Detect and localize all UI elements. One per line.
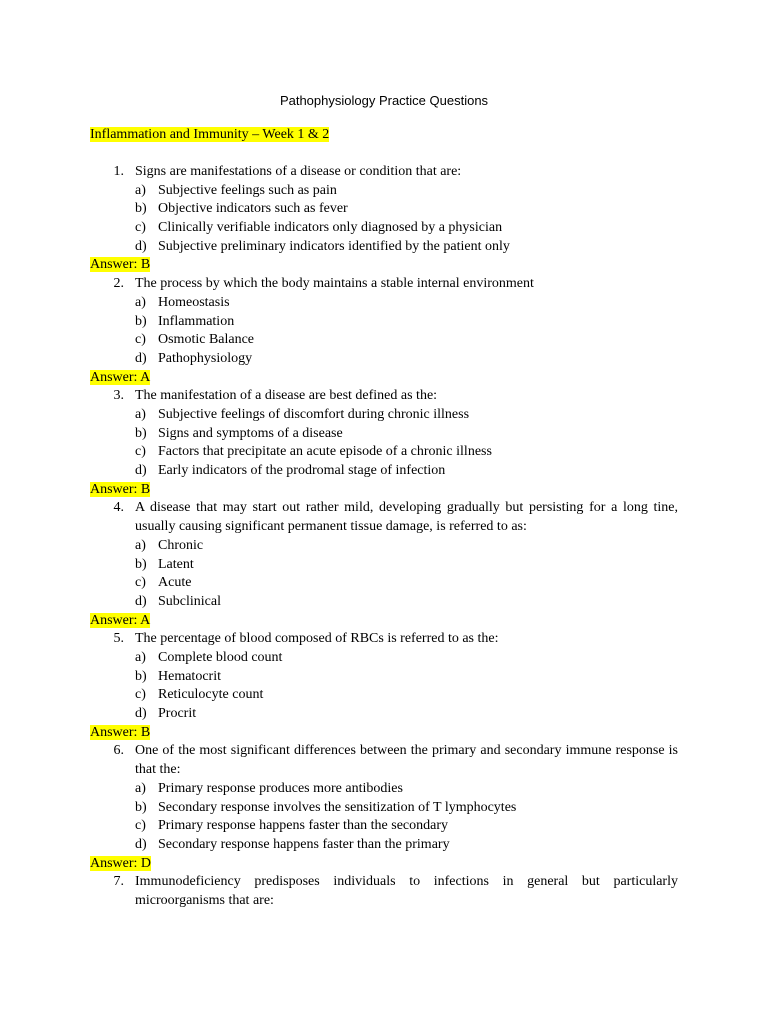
question-number: 4. xyxy=(113,500,124,516)
answer-option xyxy=(0,799,768,818)
question-item xyxy=(0,163,768,275)
answer-option xyxy=(0,574,768,593)
option-letter: a) xyxy=(135,406,146,422)
option-letter: c) xyxy=(135,220,146,236)
option-text: Secondary response involves the sensitization of T lymphocytes xyxy=(158,799,517,815)
answer-option xyxy=(0,817,768,836)
answer-key-text: Answer: B xyxy=(90,257,151,273)
answer-key-text: Answer: D xyxy=(90,855,152,871)
answer-key-text: Answer: A xyxy=(90,612,151,628)
answer-option xyxy=(0,425,768,444)
option-letter: d) xyxy=(135,238,147,254)
answer-option xyxy=(0,443,768,462)
option-text: Hematocrit xyxy=(158,668,221,684)
option-text: Procrit xyxy=(158,706,197,722)
answer-option xyxy=(0,462,768,481)
question-item xyxy=(0,387,768,499)
question-text: The process by which the body maintains a stable internal environment xyxy=(135,276,534,292)
option-text: Clinically verifiable indicators only diagnosed by a physician xyxy=(158,220,503,236)
option-letter: b) xyxy=(135,425,147,441)
option-text: Primary response produces more antibodies xyxy=(158,780,403,796)
option-text: Osmotic Balance xyxy=(158,332,255,348)
option-letter: c) xyxy=(135,332,146,348)
question-text: A disease that may start out rather mild, developing gradually but persisting for a long tine, usually causing significant permanent tissue damage, is referred to as: xyxy=(135,500,678,535)
answer-key xyxy=(90,855,768,874)
answer-key xyxy=(90,724,768,743)
option-text: Latent xyxy=(158,556,194,572)
option-text: Early indicators of the prodromal stage of infection xyxy=(158,463,446,479)
answer-option xyxy=(0,238,768,257)
answer-key-text: Answer: A xyxy=(90,369,151,385)
option-letter: a) xyxy=(135,182,146,198)
answer-option xyxy=(0,593,768,612)
answer-key-text: Answer: B xyxy=(90,724,151,740)
option-letter: d) xyxy=(135,593,147,609)
question-number: 3. xyxy=(113,388,124,404)
question-text: The percentage of blood composed of RBCs is referred to as the: xyxy=(135,631,499,647)
option-text: Complete blood count xyxy=(158,649,283,665)
answer-option xyxy=(0,219,768,238)
option-text: Pathophysiology xyxy=(158,350,253,366)
answer-option xyxy=(0,331,768,350)
option-text: Chronic xyxy=(158,537,204,553)
option-letter: b) xyxy=(135,556,147,572)
option-letter: d) xyxy=(135,463,147,479)
option-letter: c) xyxy=(135,818,146,834)
option-text: Acute xyxy=(158,575,192,591)
answer-option xyxy=(0,350,768,369)
answer-option xyxy=(0,705,768,724)
option-letter: a) xyxy=(135,294,146,310)
option-letter: a) xyxy=(135,649,146,665)
question-number: 1. xyxy=(113,164,124,179)
option-letter: b) xyxy=(135,799,147,815)
question-item xyxy=(0,742,768,873)
option-letter: d) xyxy=(135,350,147,366)
answer-option xyxy=(0,836,768,855)
answer-option xyxy=(0,668,768,687)
option-text: Objective indicators such as fever xyxy=(158,201,348,217)
option-letter: c) xyxy=(135,575,146,591)
answer-option xyxy=(0,780,768,799)
answer-option xyxy=(0,313,768,332)
option-letter: b) xyxy=(135,201,147,217)
option-text: Secondary response happens faster than the primary xyxy=(158,836,450,852)
question-number: 5. xyxy=(113,631,124,647)
section-heading xyxy=(90,126,329,144)
option-text: Subjective feelings such as pain xyxy=(158,182,337,198)
document-title: Pathophysiology Practice Questions xyxy=(279,93,489,108)
question-number: 2. xyxy=(113,276,124,292)
question-text: Signs are manifestations of a disease or condition that are: xyxy=(135,164,462,179)
option-text: Subclinical xyxy=(158,593,221,609)
answer-option xyxy=(0,686,768,705)
question-item xyxy=(0,630,768,742)
question-number: 7. xyxy=(113,874,124,890)
question-item xyxy=(0,499,768,630)
option-text: Subjective preliminary indicators identified by the patient only xyxy=(158,238,510,254)
option-text: Primary response happens faster than the secondary xyxy=(158,818,449,834)
answer-key-text: Answer: B xyxy=(90,481,151,497)
section-heading-text: Inflammation and Immunity – Week 1 & 2 xyxy=(90,127,330,142)
option-letter: c) xyxy=(135,444,146,460)
answer-option xyxy=(0,182,768,201)
option-letter: b) xyxy=(135,313,147,329)
option-letter: d) xyxy=(135,836,147,852)
answer-option xyxy=(0,200,768,219)
option-letter: d) xyxy=(135,706,147,722)
option-text: Homeostasis xyxy=(158,294,230,310)
answer-option xyxy=(0,406,768,425)
question-text: Immunodeficiency predisposes individuals to infections in general but particularly microorganisms that are: xyxy=(135,874,678,908)
option-text: Signs and symptoms of a disease xyxy=(158,425,343,441)
question-text: One of the most significant differences between the primary and secondary immune response is that the: xyxy=(135,743,678,778)
option-text: Inflammation xyxy=(158,313,235,329)
answer-key xyxy=(90,256,768,275)
question-item xyxy=(0,275,768,387)
question-text: The manifestation of a disease are best defined as the: xyxy=(135,388,438,404)
answer-option xyxy=(0,649,768,668)
option-letter: a) xyxy=(135,780,146,796)
option-text: Subjective feelings of discomfort during chronic illness xyxy=(158,406,470,422)
answer-key xyxy=(90,481,768,500)
question-number: 6. xyxy=(113,743,124,759)
answer-key xyxy=(90,369,768,388)
option-text: Factors that precipitate an acute episode of a chronic illness xyxy=(158,444,492,460)
answer-option xyxy=(0,556,768,575)
option-letter: b) xyxy=(135,668,147,684)
answer-key xyxy=(90,612,768,631)
question-item xyxy=(0,873,768,910)
answer-option xyxy=(0,294,768,313)
question-list xyxy=(0,163,768,911)
option-letter: c) xyxy=(135,687,146,703)
option-letter: a) xyxy=(135,537,146,553)
option-text: Reticulocyte count xyxy=(158,687,264,703)
answer-option xyxy=(0,537,768,556)
